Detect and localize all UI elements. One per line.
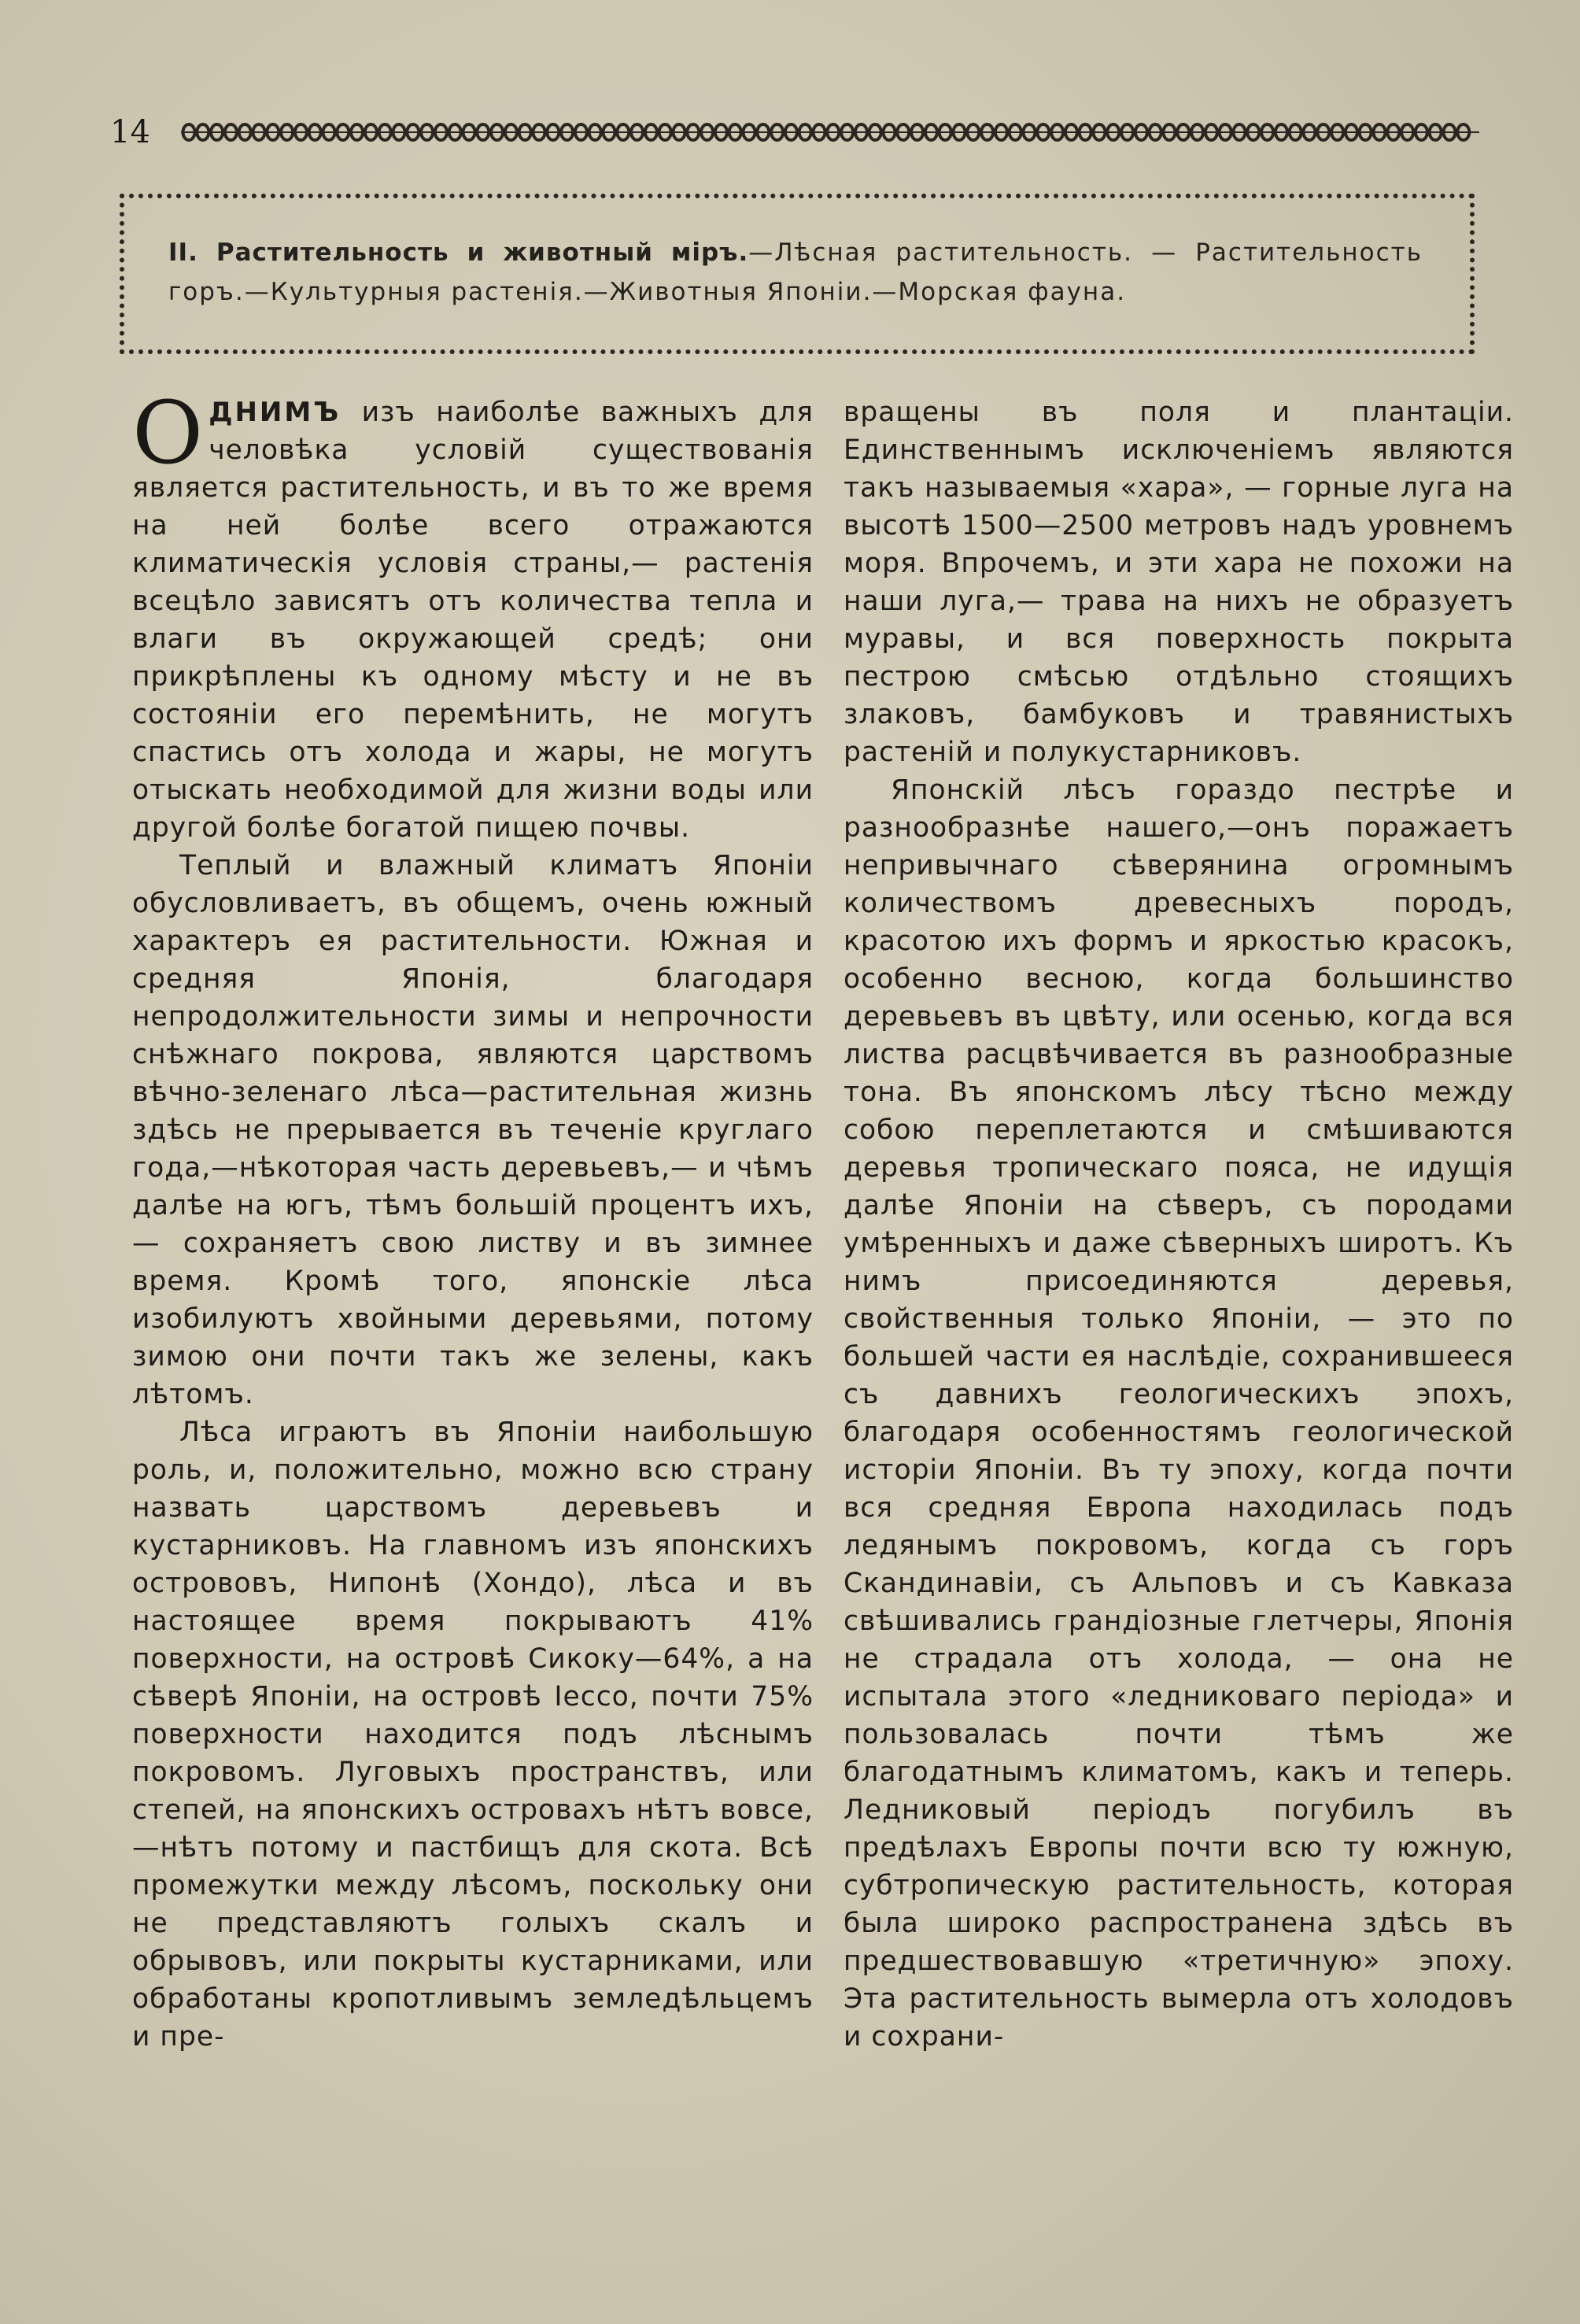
right-column — [844, 393, 1514, 2056]
left-paragraph-2: Теплый и влажный климатъ Японіи обусловливаетъ, въ общемъ, очень южный характеръ ея растительности. Южная и средняя Японія, благодаря непродолжительности зимы и непрочности снѣжнаго покрова, являются царствомъ вѣчно-зеленаго лѣса—растительная жизнь здѣсь не прерывается въ теченіе круглаго года,—нѣкоторая часть деревьевъ,— и чѣмъ далѣе на югъ, тѣмъ большій процентъ ихъ, — сохраняетъ свою листву и въ зимнее время. Кромѣ того, японскіе лѣса изобилуютъ хвойными деревьями, потому зимою они почти такъ же зелены, какъ лѣтомъ. — [132, 850, 814, 1410]
right-paragraph-1: вращены въ поля и плантаціи. Единственнымъ исключеніемъ являются такъ называемыя «хара», — горные луга на высотѣ 1500—2500 метровъ надъ уровнемъ моря. Впрочемъ, и эти хара не похожи на наши луга,— трава на нихъ не образуетъ муравы, и вся поверхность покрыта пестрою смѣсью отдѣльно стоящихъ злаковъ, бамбуковъ и травянистыхъ растеній и полукустарниковъ. — [844, 397, 1514, 768]
left-paragraph-3: Лѣса играютъ въ Японіи наибольшую роль, и, положительно, можно всю страну назвать царствомъ деревьевъ и кустарниковъ. На главномъ изъ японскихъ острововъ, Нипонѣ (Хондо), лѣса и въ настоящее время покрываютъ 41% поверхности, на островѣ Сикоку—64%, а на сѣверѣ Японіи, на островѣ Іессо, почти 75% поверхности находится подъ лѣснымъ покровомъ. Луговыхъ пространствъ, или степей, на японскихъ островахъ нѣтъ вовсе,—нѣтъ потому и пастбищъ для скота. Всѣ промежутки между лѣсомъ, поскольку они не представляютъ голыхъ скалъ и обрывовъ, или покрыты кустарниками, или обработаны кропотливымъ земледѣльцемъ и пре- — [132, 1417, 814, 2052]
page-number: 14 — [110, 114, 150, 150]
right-paragraph-2: Японскій лѣсъ гораздо пестрѣе и разнообразнѣе нашего,—онъ поражаетъ непривычнаго сѣверянина огромнымъ количествомъ древесныхъ породъ, красотою ихъ формъ и яркостью красокъ, особенно весною, когда большинство деревьевъ въ цвѣту, или осенью, когда вся листва расцвѣчивается въ разнообразные тона. Въ японскомъ лѣсу тѣсно между собою переплетаются и смѣшиваются деревья тропическаго пояса, не идущія далѣе Японіи на сѣверъ, съ породами умѣренныхъ и даже сѣверныхъ широтъ. Къ нимъ присоединяются деревья, свойственныя только Японіи, — это по большей части ея наслѣдіе, сохранившееся съ давнихъ геологическихъ эпохъ, благодаря особенностямъ геологической исторіи Японіи. Въ ту эпоху, когда почти вся средняя Европа находилась подъ ледянымъ покровомъ, когда съ горъ Скандинавіи, съ Альповъ и съ Кавказа свѣшивались грандіозные глетчеры, Японія не страдала отъ холода, — она не испытала этого «ледниковаго періода» и пользовалась почти тѣмъ же благодатнымъ климатомъ, какъ и теперь. Ледниковый періодъ погубилъ въ предѣлахъ Европы почти всю ту южную, субтропическую растительность, которая была широко распространена здѣсь въ предшествовавшую «третичную» эпоху. Эта растительность вымерла отъ холодовъ и сохрани- — [844, 774, 1514, 2052]
chapter-heading: II. Растительность и животный міръ. — [168, 238, 749, 267]
page-header — [110, 109, 1479, 156]
chapter-summary — [168, 233, 1423, 312]
drop-cap: О — [132, 382, 205, 483]
left-paragraph-1 — [132, 382, 814, 847]
left-paragraph-1-text: изъ наиболѣе важныхъ для человѣка условій существованія является растительность, и въ то же время на ней болѣе всего отражаются климатическія условія страны,— растенія всецѣло зависятъ отъ количества тепла и влаги въ окружающей средѣ; они прикрѣплены къ одному мѣсту и не въ состояніи его перемѣнить, не могутъ спастись отъ холода и жары, не могутъ отыскать необходимой для жизни воды или другой болѣе богатой пищею почвы. — [132, 397, 814, 844]
chapter-summary-box — [120, 194, 1475, 354]
chapter-summary-text: —Лѣсная растительность. — Растительность горъ.—Культурныя растенія.—Животныя Японіи.—Морская фауна. — [168, 238, 1423, 306]
lead-word: ДНИМЪ — [209, 397, 341, 428]
left-column — [132, 382, 814, 2056]
ornament-rule-icon — [181, 116, 1479, 148]
